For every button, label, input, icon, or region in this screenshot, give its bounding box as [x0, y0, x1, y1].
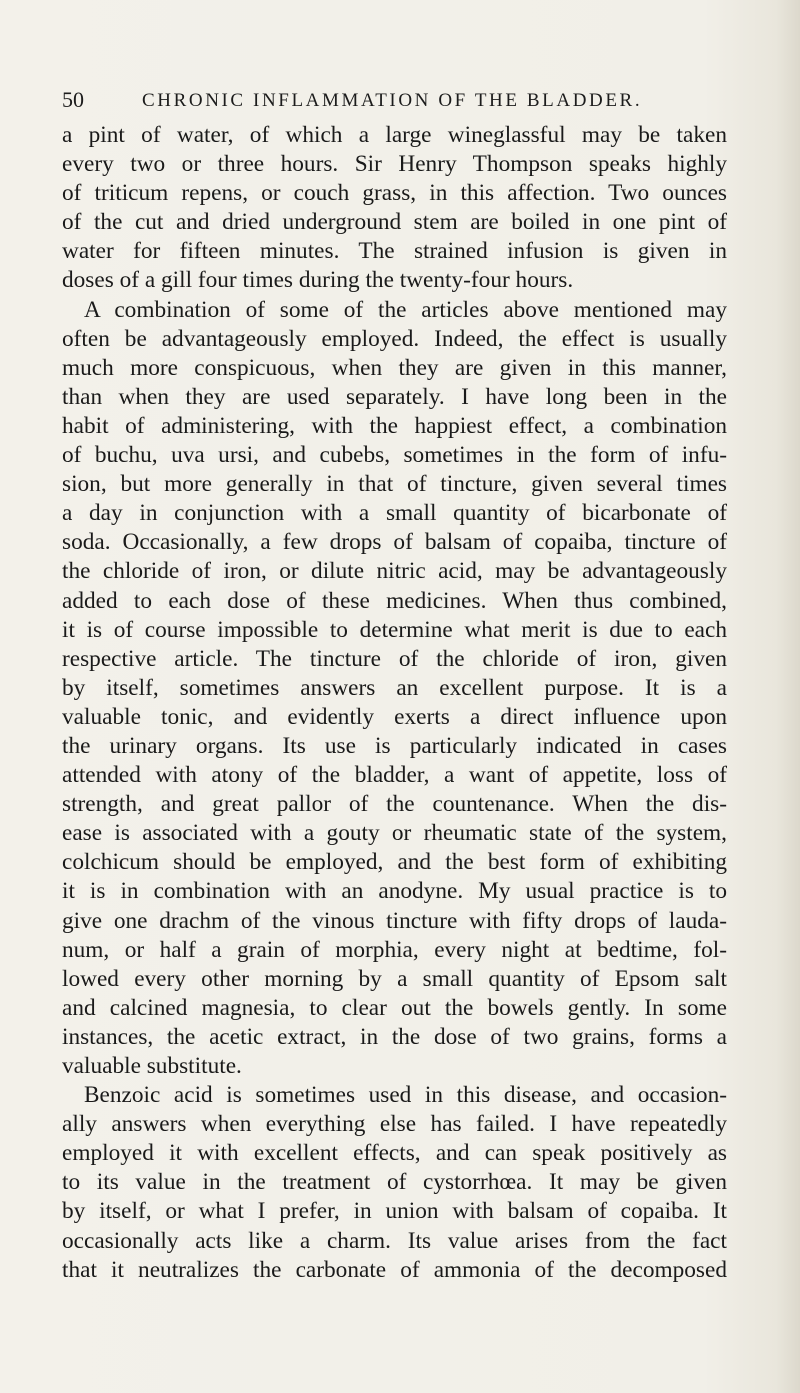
text-line: often be advantageously employed. Indeed, the effect is usually: [62, 325, 727, 352]
text-line: respective article. The tincture of the chloride of iron, given: [62, 645, 727, 672]
text-line: ally answers when everything else has failed. I have repeatedly: [62, 1111, 727, 1138]
text-line: give one drachm of the vinous tincture with fifty drops of lauda-: [62, 907, 727, 934]
text-line: valuable tonic, and evidently exerts a direct influence upon: [62, 703, 727, 730]
text-line: and calcined magnesia, to clear out the bowels gently. In some: [62, 994, 727, 1021]
text-line: a day in conjunction with a small quantity of bicarbonate of: [62, 500, 727, 527]
text-line: of the cut and dried underground stem are boiled in one pint of: [62, 209, 727, 236]
page-number: 50: [62, 87, 84, 112]
body-text: [62, 121, 727, 1285]
text-line: much more conspicuous, when they are given in this manner,: [62, 354, 727, 381]
text-line: that it neutralizes the carbonate of ammonia of the decomposed: [62, 1256, 727, 1283]
text-line: than when they are used separately. I have long been in the: [62, 383, 727, 410]
text-line: the urinary organs. Its use is particularly indicated in cases: [62, 732, 727, 759]
text-line: soda. Occasionally, a few drops of balsam of copaiba, tincture of: [62, 529, 727, 556]
text-line: ease is associated with a gouty or rheumatic state of the system,: [62, 820, 727, 847]
text-line: every two or three hours. Sir Henry Thompson speaks highly: [62, 151, 727, 178]
text-line: instances, the acetic extract, in the dose of two grains, forms a: [62, 1023, 727, 1050]
text-line: habit of administering, with the happiest effect, a combination: [62, 412, 727, 439]
text-line: to its value in the treatment of cystorrhœa. It may be given: [62, 1169, 727, 1196]
text-line: employed it with excellent effects, and can speak positively as: [62, 1140, 727, 1167]
text-line: doses of a gill four times during the twenty-four hours.: [62, 267, 574, 294]
text-line: by itself, sometimes answers an excellent purpose. It is a: [62, 674, 727, 701]
text-line: sion, but more generally in that of tincture, given several times: [62, 471, 727, 498]
text-line: Benzoic acid is sometimes used in this disease, and occasion-: [84, 1082, 727, 1109]
text-line: strength, and great pallor of the countenance. When the dis-: [62, 791, 727, 818]
text-line: it is in combination with an anodyne. My usual practice is to: [62, 878, 727, 905]
text-line: num, or half a grain of morphia, every night at bedtime, fol-: [62, 936, 727, 963]
text-line: the chloride of iron, or dilute nitric acid, may be advantageously: [62, 558, 727, 585]
page-header: [62, 86, 722, 116]
text-line: attended with atony of the bladder, a want of appetite, loss of: [62, 762, 727, 789]
text-line: colchicum should be employed, and the best form of exhibiting: [62, 849, 727, 876]
text-line: A combination of some of the articles above mentioned may: [84, 296, 727, 323]
text-line: of buchu, uva ursi, and cubebs, sometimes in the form of infu-: [62, 442, 727, 469]
text-line: added to each dose of these medicines. When thus combined,: [62, 587, 727, 614]
text-line: water for fifteen minutes. The strained infusion is given in: [62, 238, 727, 265]
text-line: by itself, or what I prefer, in union with balsam of copaiba. It: [62, 1198, 727, 1225]
text-line: a pint of water, of which a large wineglassful may be taken: [62, 122, 727, 148]
text-line: it is of course impossible to determine what merit is due to each: [62, 616, 727, 643]
running-title: CHRONIC INFLAMMATION OF THE BLADDER.: [142, 90, 643, 111]
text-line: valuable substitute.: [62, 1053, 242, 1079]
text-line: lowed every other morning by a small quantity of Epsom salt: [62, 965, 727, 992]
text-line: of triticum repens, or couch grass, in this affection. Two ounces: [62, 180, 727, 207]
text-line: occasionally acts like a charm. Its value arises from the fact: [62, 1227, 727, 1254]
